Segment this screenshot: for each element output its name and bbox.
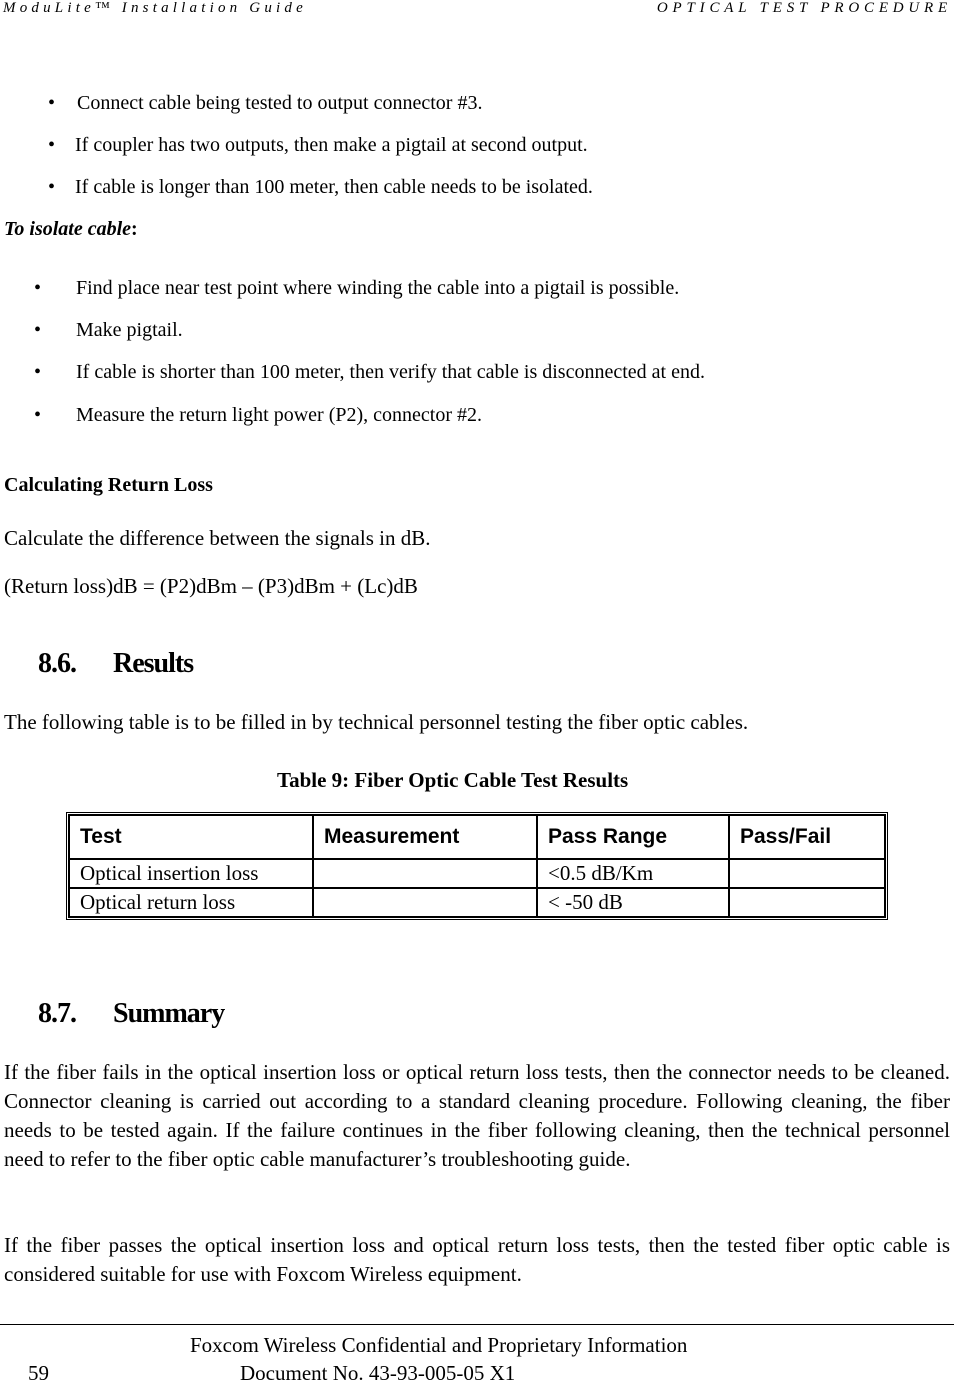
bullet-icon: • [48, 176, 56, 198]
calc-heading: Calculating Return Loss [4, 474, 213, 496]
document-number: Document No. 43-93-005-05 X1 [240, 1361, 516, 1385]
cell-pass-fail [729, 859, 885, 888]
column-header-pass-fail: Pass/Fail [729, 815, 885, 859]
bullet-icon: • [34, 404, 42, 426]
section-title-summary: Summary [113, 998, 225, 1029]
table-row [69, 859, 885, 888]
list-item: Connect cable being tested to output connector #3. [77, 92, 483, 114]
list-item: If coupler has two outputs, then make a pigtail at second output. [75, 134, 588, 156]
list-item: If cable is longer than 100 meter, then cable needs to be isolated. [75, 176, 593, 198]
summary-paragraph: If the fiber passes the optical insertion loss and optical return loss tests, then the tested fiber optic cable is considered suitable for use with Foxcom Wireless equipment. [4, 1233, 950, 1286]
bullet-icon: • [34, 319, 42, 341]
header-title: ModuLite™ Installation Guide [3, 0, 307, 16]
column-header-measurement: Measurement [313, 815, 537, 859]
isolate-heading [4, 218, 138, 241]
calc-line: Calculate the difference between the signals in dB. [4, 526, 431, 550]
footer-divider [0, 1324, 954, 1325]
cell-measurement [313, 888, 537, 917]
column-header-test: Test [69, 815, 313, 859]
cell-test: Optical insertion loss [69, 859, 313, 888]
column-header-pass-range: Pass Range [537, 815, 729, 859]
results-intro: The following table is to be filled in by technical personnel testing the fiber optic cables. [4, 710, 749, 734]
bullet-icon: • [34, 361, 42, 383]
list-item: Find place near test point where winding the cable into a pigtail is possible. [76, 277, 680, 299]
page-number: 59 [28, 1361, 49, 1385]
list-item: Measure the return light power (P2), connector #2. [76, 404, 482, 426]
calc-formula: (Return loss)dB = (P2)dBm – (P3)dBm + (Lc)dB [4, 574, 418, 598]
table-header-row [69, 815, 885, 859]
isolate-heading-text: To isolate cable [4, 218, 132, 240]
isolate-heading-colon: : [131, 218, 138, 240]
list-item: Make pigtail. [76, 319, 183, 341]
cell-pass-range: <0.5 dB/Km [537, 859, 729, 888]
table-row [69, 888, 885, 917]
section-number-summary: 8.7. [38, 998, 76, 1029]
summary-paragraph: If the fiber fails in the optical insertion loss or optical return loss tests, then the connector needs to be cleaned. Connector cleaning is carried out according to a standard cleaning procedure. Following cleaning, the fiber needs to be tested again. If the failure continues in the fiber following cleaning, then the technical personnel need to refer to the fiber optic cable manufacturer’s troubleshooting guide. [4, 1060, 950, 1171]
bullet-icon: • [34, 277, 42, 299]
bullet-icon: • [48, 92, 56, 114]
section-number-results: 8.6. [38, 648, 76, 679]
cell-test: Optical return loss [69, 888, 313, 917]
cell-pass-range: < -50 dB [537, 888, 729, 917]
table-caption: Table 9: Fiber Optic Cable Test Results [277, 768, 629, 792]
footer-confidential: Foxcom Wireless Confidential and Proprietary Information [190, 1333, 688, 1357]
list-item: If cable is shorter than 100 meter, then verify that cable is disconnected at end. [76, 361, 705, 383]
cell-measurement [313, 859, 537, 888]
section-title-results: Results [113, 648, 194, 679]
header-section: OPTICAL TEST PROCEDURE [656, 0, 952, 16]
results-table [66, 812, 888, 920]
bullet-icon: • [48, 134, 56, 156]
cell-pass-fail [729, 888, 885, 917]
